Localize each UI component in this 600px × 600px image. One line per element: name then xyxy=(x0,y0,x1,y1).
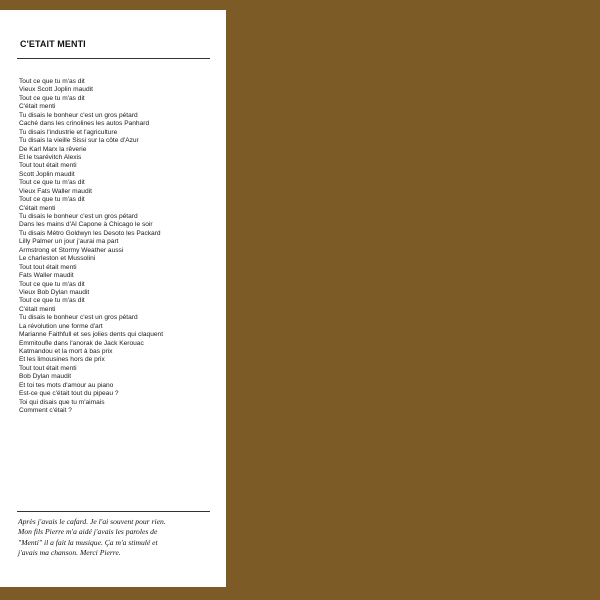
lyric-line: Le charleston et Mussolini xyxy=(19,255,96,263)
lyric-line: Tu disais la vieille Sissi sur la côte d'Azur xyxy=(19,137,139,145)
lyric-line: Toi qui disais que tu m'aimais xyxy=(19,398,105,406)
lyric-line: Tu disais Métro Goldwyn les Desoto les Packard xyxy=(19,229,161,237)
lyric-line: Bob Dylan maudit xyxy=(19,373,72,381)
lyric-line: C'était menti xyxy=(19,103,56,111)
lyric-line: Vieux Fats Waller maudit xyxy=(19,187,92,195)
lyric-line: Tu disais le bonheur c'est un gros pétard xyxy=(19,111,138,119)
lyric-line: Tout ce que tu m'as dit xyxy=(19,297,85,305)
lyrics-list xyxy=(19,78,163,416)
title-divider xyxy=(17,58,210,59)
lyric-line: Lilly Palmer un jour j'aurai ma part xyxy=(19,238,119,246)
note-divider xyxy=(17,511,210,512)
lyric-line: C'était menti xyxy=(19,305,56,313)
lyric-line: Fats Waller maudit xyxy=(19,272,74,280)
lyric-line: Tout ce que tu m'as dit xyxy=(19,196,85,204)
lyric-line: Emmitoufle dans l'anorak de Jack Kerouac xyxy=(19,339,144,347)
lyric-line: Comment c'était ? xyxy=(19,407,72,415)
lyric-line: Et le tsarévitch Alexis xyxy=(19,153,82,161)
lyric-line: Vieux Bob Dylan maudit xyxy=(19,288,90,296)
lyric-line: Tu disais le bonheur c'est un gros pétard xyxy=(19,213,138,220)
note-line: "Menti" il a fait la musique. Ça m'a stimulé et xyxy=(18,537,158,547)
note-line: Après j'avais le cafard. Je l'ai souvent pour rien. xyxy=(18,517,166,526)
lyric-line: Tout tout était menti xyxy=(19,364,77,372)
note-line: Mon fils Pierre m'a aidé j'avais les paroles de xyxy=(18,527,158,537)
lyric-line: Vieux Scott Joplin maudit xyxy=(19,86,93,94)
lyric-line: Et toi tes mots d'amour au piano xyxy=(19,381,114,389)
lyric-line: Tout ce que tu m'as dit xyxy=(19,78,85,85)
lyric-line: Armstrong et Stormy Weather aussi xyxy=(19,246,124,254)
lyric-line: Tout tout était menti xyxy=(19,162,77,170)
lyric-line: Est-ce que c'était tout du pipeau ? xyxy=(19,390,119,398)
lyric-line: Scott Joplin maudit xyxy=(19,170,75,178)
note-line: j'avais ma chanson. Merci Pierre. xyxy=(18,548,121,558)
lyric-line: Tu disais l'industrie et l'agriculture xyxy=(19,128,118,136)
lyric-line: Tout ce que tu m'as dit xyxy=(19,280,85,288)
lyric-line: La révolution une forme d'art xyxy=(19,322,103,330)
lyric-line: Marianne Faithfull et ses jolies dents qui claquent xyxy=(19,331,164,339)
song-title: C'ETAIT MENTI xyxy=(20,39,86,49)
author-note xyxy=(18,517,218,559)
lyric-line: Tout ce que tu m'as dit xyxy=(19,179,85,187)
lyrics-sheet xyxy=(0,10,226,587)
lyric-line: Tout ce que tu m'as dit xyxy=(19,94,85,102)
lyric-line: Et les limousines hors de prix xyxy=(19,356,105,364)
lyric-line: Dans les mains d'Al Capone à Chicago le soir xyxy=(19,221,153,229)
lyric-line: Caché dans les crinolines les autos Panhard xyxy=(19,120,150,128)
lyric-line: Tu disais le bonheur c'est un gros pétard xyxy=(19,314,138,322)
lyric-line: De Karl Marx la rêverie xyxy=(19,145,87,153)
lyric-line: Tout tout était menti xyxy=(19,263,77,271)
lyric-line: C'était menti xyxy=(19,204,56,212)
lyric-line: Katmandou et la mort à bas prix xyxy=(19,348,113,355)
